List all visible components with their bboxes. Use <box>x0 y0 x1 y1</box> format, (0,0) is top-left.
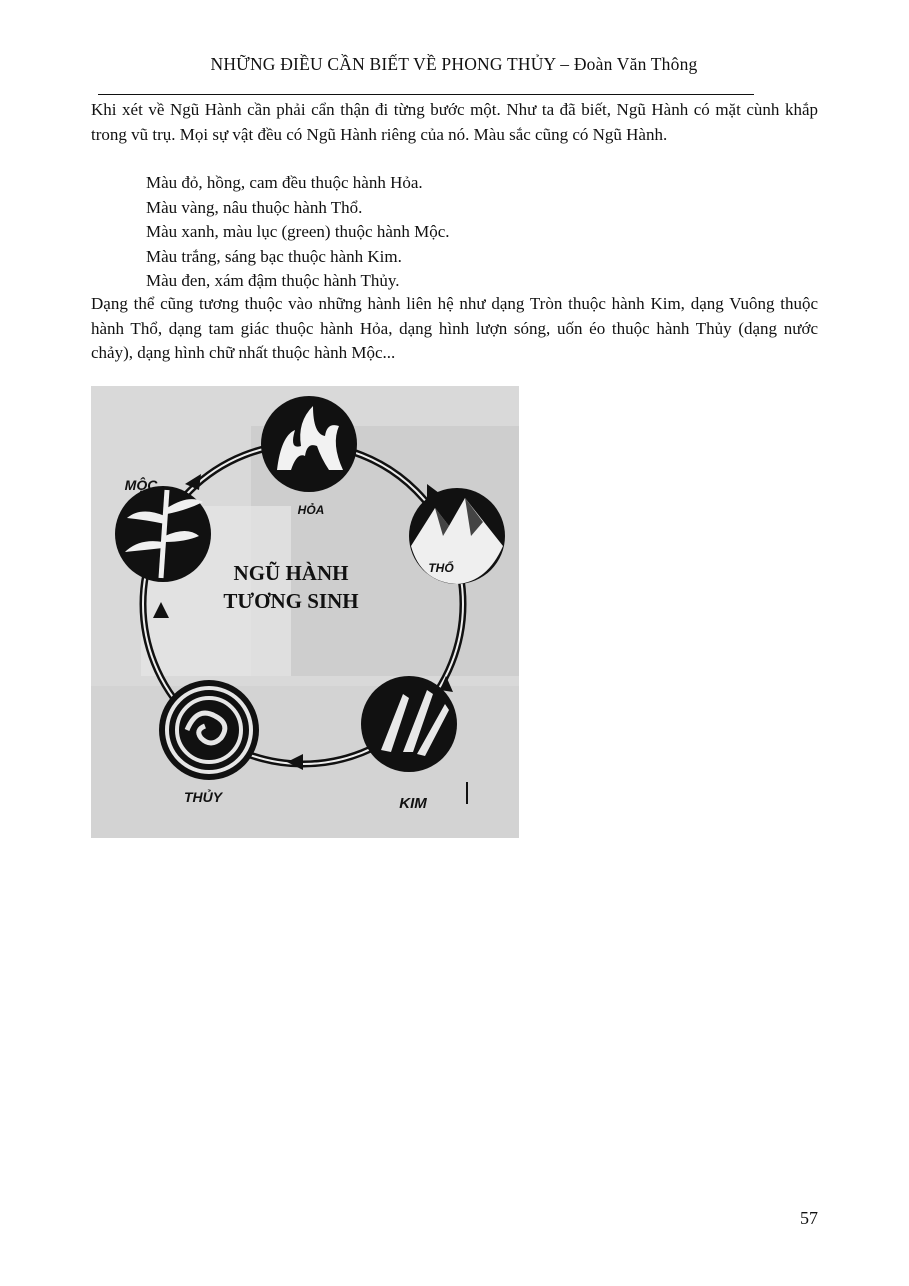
metal-disc <box>361 676 457 772</box>
color-item-water: Màu đen, xám đậm thuộc hành Thủy. <box>146 271 400 290</box>
page-number: 57 <box>800 1208 818 1228</box>
color-item-earth: Màu vàng, nâu thuộc hành Thổ. <box>146 197 363 217</box>
running-header: NHỮNG ĐIỀU CẦN BIẾT VỀ PHONG THỦY – Đoàn Văn Thông <box>210 54 698 74</box>
intro-paragraph: Khi xét về Ngũ Hành cần phải cẩn thận đi từng bước một. Như ta đã biết, Ngũ Hành có mặt cùnh khắp trong vũ trụ. Mọi sự vật đều có Ngũ Hành riêng của nó. Màu sắc cũng có Ngũ Hành. <box>91 100 818 144</box>
five-elements-diagram <box>91 386 519 838</box>
earth-element <box>409 488 505 584</box>
color-item-fire: Màu đỏ, hồng, cam đều thuộc hành Hỏa. <box>146 173 423 192</box>
water-disc <box>159 680 259 780</box>
wood-element <box>115 486 211 582</box>
label-tho: THỔ <box>428 561 454 575</box>
label-hoa: HỎA <box>297 503 325 517</box>
metal-element <box>361 676 457 772</box>
label-thuy: THỦY <box>183 789 223 805</box>
fire-element <box>261 396 357 492</box>
color-element-list <box>146 171 450 294</box>
header-rule <box>98 94 754 95</box>
diagram-title-line2: TƯƠNG SINH <box>223 589 359 613</box>
diagram-title-line1: NGŨ HÀNH <box>233 561 349 585</box>
water-element <box>159 680 259 780</box>
color-item-metal: Màu trắng, sáng bạc thuộc hành Kim. <box>146 246 402 266</box>
color-item-wood: Màu xanh, màu lục (green) thuộc hành Mộc. <box>146 222 450 241</box>
label-moc: MỘC <box>124 477 158 493</box>
five-elements-figure <box>91 386 519 838</box>
shape-paragraph: Dạng thể cũng tương thuộc vào những hành liên hệ như dạng Tròn thuộc hành Kim, dạng Vuông thuộc hành Thổ, dạng tam giác thuộc hành Hỏa, dạng hình lượn sóng, uốn éo thuộc hành Thủy (dạng nước chảy), dạng hình chữ nhất thuộc hành Mộc... <box>91 294 818 362</box>
label-kim: KIM <box>399 795 427 812</box>
